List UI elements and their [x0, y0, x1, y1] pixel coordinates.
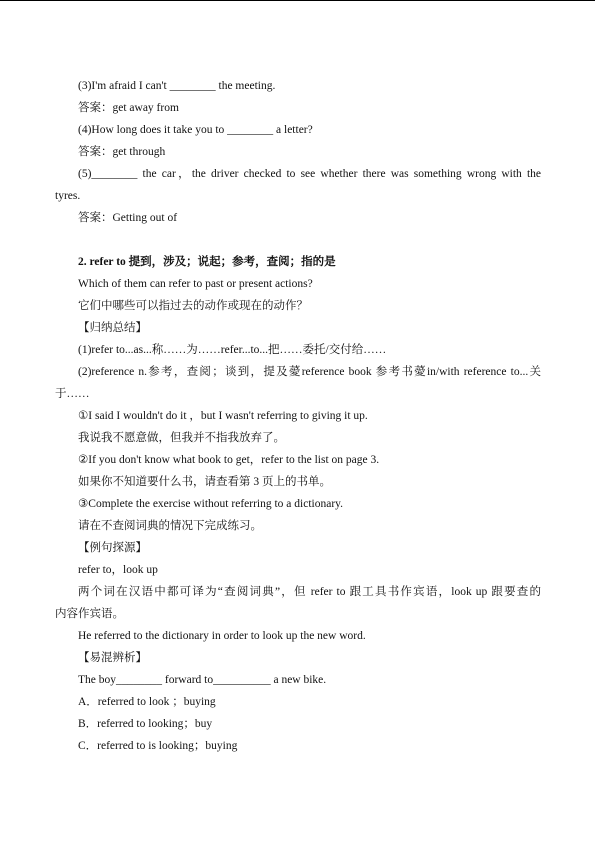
example-2-translation: 如果你不知道要什么书，请查看第 3 页上的书单。 [78, 476, 331, 488]
summary-item-2: (2)reference n.参考，查阅；谈到，提及薆reference book 参考书薆in/with reference to...关 [78, 366, 541, 378]
exercise-3-question: (3)I'm afraid I can't ________ the meeting. [78, 80, 276, 92]
question-translation: 它们中哪些可以指过去的动作或现在的动作？ [78, 300, 308, 312]
exercise-5-question: (5)________ the car，the driver checked to see whether there was something wrong with the [78, 168, 541, 180]
example-1-english: ①I said I wouldn't do it ，but I wasn't referring to giving it up. [78, 410, 368, 422]
comparison-explanation: 两个词在汉语中都可译为“查阅词典”，但 refer to 跟工具书作宾语，look up 跟要查的 [78, 586, 541, 598]
exercise-5-question-continued: tyres. [55, 190, 81, 202]
example-2-english: ②If you don't know what book to get，refer to the list on page 3. [78, 454, 380, 466]
summary-item-2-continued: 于…… [55, 388, 90, 400]
sentence-source-heading: 【例句探源】 [78, 542, 147, 554]
example-1-translation: 我说我不愿意做，但我并不指我放弃了。 [78, 432, 285, 444]
section-heading-refer-to: 2. refer to 提到，涉及；说起；参考，查阅；指的是 [78, 256, 336, 268]
option-b: B．referred to looking；buy [78, 718, 213, 730]
exercise-3-answer: 答案：get away from [78, 102, 179, 114]
comparison-example: He referred to the dictionary in order to look up the new word. [78, 630, 366, 642]
option-a: A．referred to look ；buying [78, 696, 216, 708]
choice-question: The boy________ forward to__________ a new bike. [78, 674, 327, 686]
exercise-4-answer: 答案：get through [78, 146, 166, 158]
example-3-english: ③Complete the exercise without referring to a dictionary. [78, 498, 344, 510]
exercise-4-question: (4)How long does it take you to ________ a letter? [78, 124, 313, 136]
compared-phrases: refer to，look up [78, 564, 158, 576]
comparison-explanation-continued: 内容作宾语。 [55, 608, 124, 620]
confusion-heading: 【易混辨析】 [78, 652, 147, 664]
option-c: C．referred to is looking；buying [78, 740, 238, 752]
summary-item-1: (1)refer to...as...称……为……refer...to...把……委托/交付给…… [78, 344, 387, 356]
exercise-5-answer: 答案：Getting out of [78, 212, 178, 224]
summary-heading: 【归纳总结】 [78, 322, 147, 334]
example-3-translation: 请在不查阅词典的情况下完成练习。 [78, 520, 262, 532]
page-top-border [0, 0, 595, 1]
question-text: Which of them can refer to past or present actions? [78, 278, 313, 290]
